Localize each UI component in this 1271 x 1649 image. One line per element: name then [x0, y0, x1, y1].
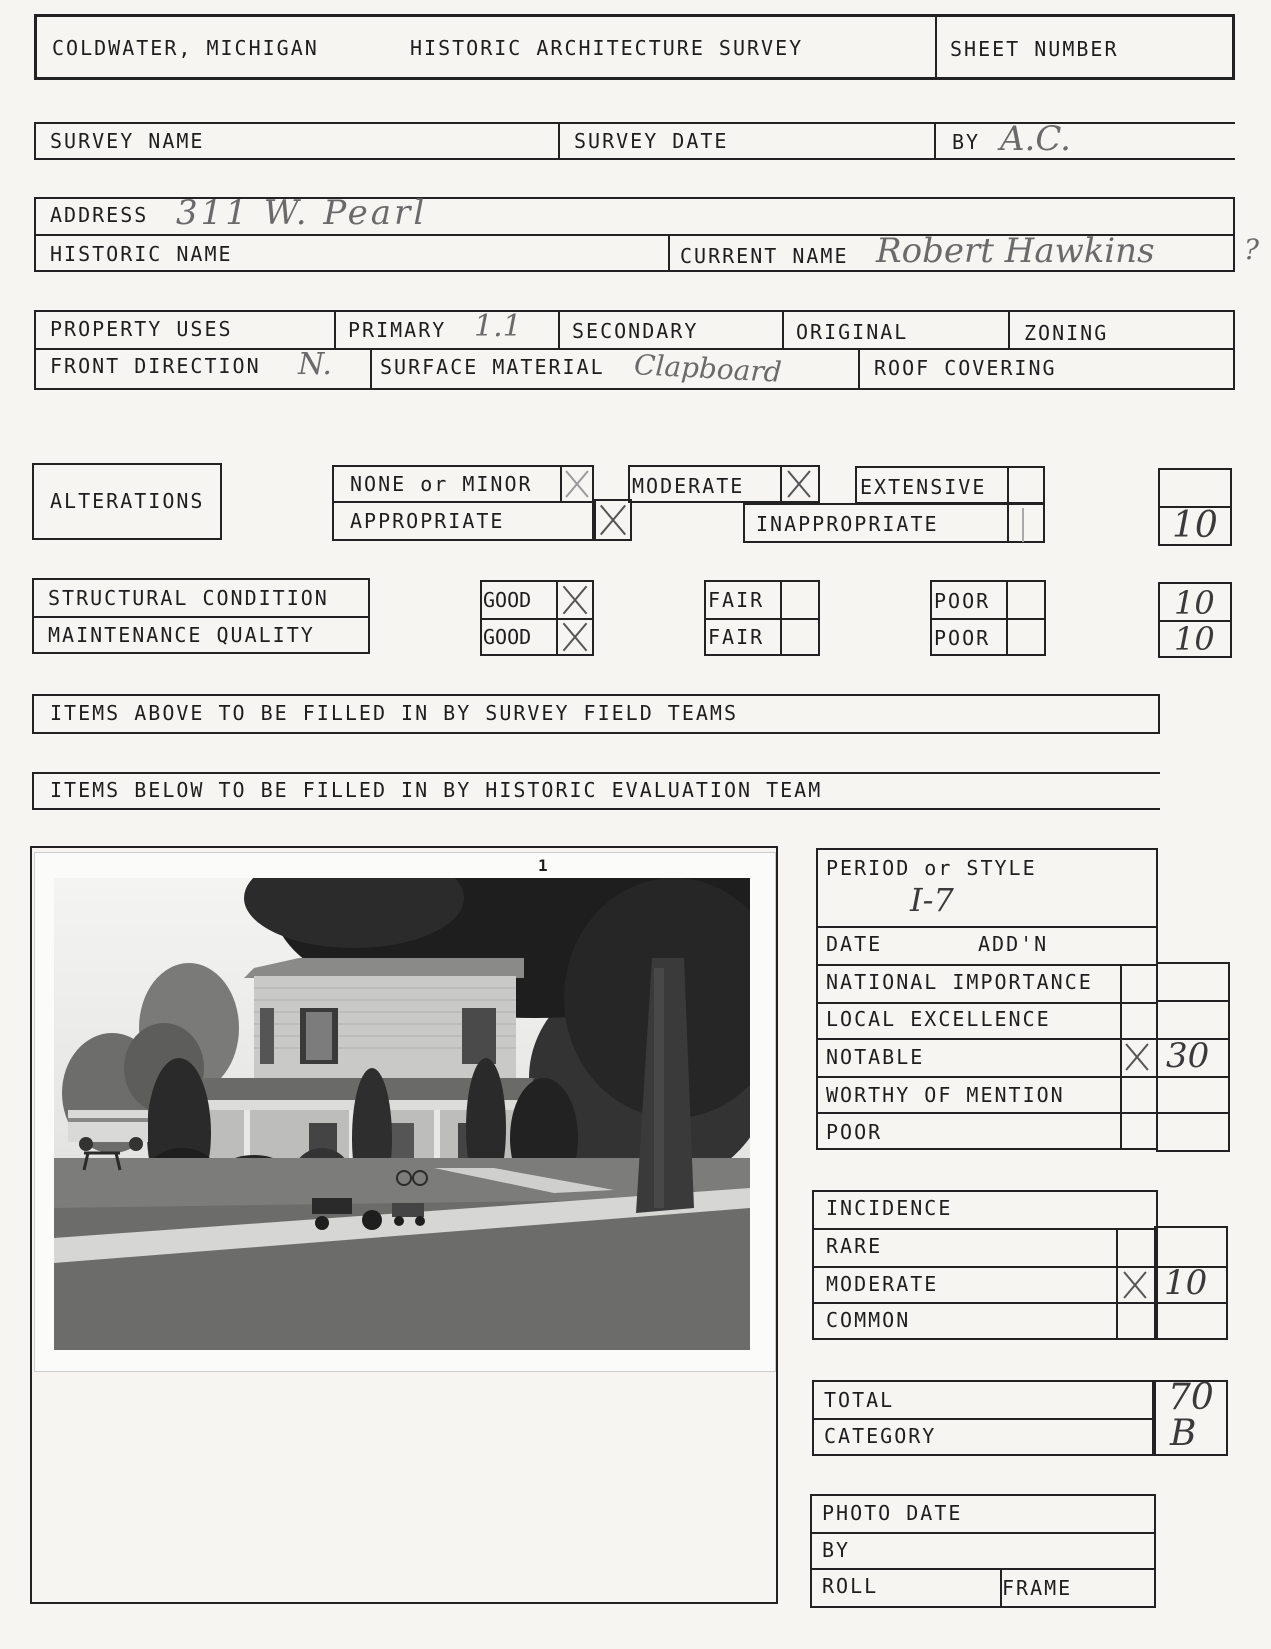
- roof-covering-label: ROOF COVERING: [874, 356, 1057, 380]
- front-direction-label: FRONT DIRECTION: [50, 354, 261, 378]
- surface-material-label: SURFACE MATERIAL: [380, 355, 605, 379]
- period-style-value: I-7: [910, 881, 954, 919]
- worthy-divider: [818, 1076, 1156, 1078]
- appropriate-check-mark: [596, 501, 630, 539]
- incidence-divider: [814, 1228, 1156, 1230]
- poor-eval-divider: [818, 1112, 1156, 1114]
- inappropriate-faint-mark: [1022, 508, 1024, 542]
- maintenance-good-check-mark: [558, 619, 592, 655]
- address-value: 311 W. Pearl: [176, 193, 428, 233]
- by-label: BY: [952, 130, 981, 154]
- appropriate-label: APPROPRIATE: [350, 509, 505, 533]
- margin-question-mark: ?: [1244, 233, 1260, 266]
- none-minor-check-mark: [562, 467, 592, 501]
- survey-title: HISTORIC ARCHITECTURE SURVEY: [410, 36, 804, 60]
- original-label: ORIGINAL: [796, 320, 909, 344]
- incidence-label: INCIDENCE: [826, 1196, 953, 1220]
- period-style-label: PERIOD or STYLE: [826, 856, 1037, 880]
- moderate-incidence-check-mark: [1118, 1268, 1152, 1302]
- surface-material-value: Clapboard: [633, 348, 783, 389]
- fair-divider: [706, 618, 818, 620]
- structural-good-label: GOOD: [483, 588, 532, 612]
- below-note: ITEMS BELOW TO BE FILLED IN BY HISTORIC EVALUATION TEAM: [50, 778, 823, 802]
- photo-by-divider: [812, 1568, 1154, 1570]
- alterations-score: 10: [1172, 505, 1218, 546]
- roll-label: ROLL: [822, 1574, 879, 1598]
- front-direction-value: N.: [298, 347, 332, 382]
- eval-score-divider-3: [1158, 1076, 1228, 1078]
- above-note: ITEMS ABOVE TO BE FILLED IN BY SURVEY FIELD TEAMS: [50, 701, 739, 725]
- photo-date-divider: [812, 1532, 1154, 1534]
- zoning-divider: [1008, 312, 1010, 348]
- city-label: COLDWATER, MICHIGAN: [52, 36, 319, 60]
- notable-label: NOTABLE: [826, 1045, 925, 1069]
- common-label: COMMON: [826, 1308, 911, 1332]
- notable-score: 30: [1166, 1036, 1210, 1076]
- surface-divider: [370, 348, 372, 388]
- moderate-incidence-label: MODERATE: [826, 1272, 939, 1296]
- moderate-label: MODERATE: [632, 474, 745, 498]
- roof-divider: [858, 348, 860, 388]
- condition-label-divider: [34, 616, 368, 618]
- photo-date-label: PHOTO DATE: [822, 1501, 963, 1525]
- poor-evaluation-label: POOR: [826, 1120, 883, 1144]
- notable-check-mark: [1120, 1040, 1154, 1074]
- national-importance-label: NATIONAL IMPORTANCE: [826, 970, 1093, 994]
- current-name-divider: [668, 234, 670, 270]
- extensive-checkbox-divider: [1007, 468, 1009, 502]
- national-divider: [818, 964, 1156, 966]
- category-value: B: [1170, 1413, 1197, 1454]
- moderate-check-mark: [782, 467, 816, 501]
- structural-good-check-mark: [558, 582, 592, 618]
- address-label: ADDRESS: [50, 203, 149, 227]
- rare-label: RARE: [826, 1234, 883, 1258]
- current-name-value: Robert Hawkins: [876, 231, 1155, 271]
- photo-frame-mark: 1: [538, 856, 550, 875]
- maintenance-poor-label: POOR: [934, 626, 991, 650]
- original-divider: [782, 312, 784, 348]
- survey-divider-2: [934, 124, 936, 158]
- survey-name-label: SURVEY NAME: [50, 129, 205, 153]
- poor-checkbox-divider: [1006, 582, 1008, 654]
- house-photo: [54, 878, 750, 1350]
- inappropriate-checkbox-divider: [1007, 505, 1009, 541]
- inappropriate-label: INAPPROPRIATE: [756, 512, 939, 536]
- structural-score: 10: [1174, 584, 1215, 622]
- zoning-label: ZONING: [1024, 321, 1109, 345]
- header-divider: [935, 17, 937, 79]
- maintenance-good-label: GOOD: [483, 625, 532, 649]
- moderate-incidence-score: 10: [1164, 1263, 1208, 1303]
- local-divider: [818, 1002, 1156, 1004]
- survey-date-label: SURVEY DATE: [574, 129, 729, 153]
- eval-score-divider-4: [1158, 1112, 1228, 1114]
- local-excellence-label: LOCAL EXCELLENCE: [826, 1007, 1051, 1031]
- fair-checkbox-divider: [780, 582, 782, 654]
- eval-score-divider-1: [1158, 1000, 1228, 1002]
- maintenance-score: 10: [1174, 620, 1215, 658]
- current-name-label: CURRENT NAME: [680, 244, 849, 268]
- poor-divider: [932, 618, 1044, 620]
- alterations-label: ALTERATIONS: [50, 489, 205, 513]
- frame-label: FRAME: [1002, 1576, 1073, 1600]
- secondary-label: SECONDARY: [572, 319, 699, 343]
- notable-divider: [818, 1038, 1156, 1040]
- none-minor-label: NONE or MINOR: [350, 472, 533, 496]
- primary-label: PRIMARY: [348, 318, 447, 342]
- by-value: A.C.: [1000, 119, 1071, 159]
- primary-divider: [334, 312, 336, 348]
- category-label: CATEGORY: [824, 1424, 937, 1448]
- primary-value: 1.1: [474, 309, 522, 344]
- maintenance-quality-label: MAINTENANCE QUALITY: [48, 623, 315, 647]
- period-divider: [818, 926, 1156, 928]
- date-label: DATE: [826, 932, 883, 956]
- addn-label: ADD'N: [978, 932, 1049, 956]
- total-label: TOTAL: [824, 1388, 895, 1412]
- structural-condition-label: STRUCTURAL CONDITION: [48, 586, 329, 610]
- total-value: 70: [1168, 1377, 1214, 1418]
- structural-poor-label: POOR: [934, 589, 991, 613]
- worthy-of-mention-label: WORTHY OF MENTION: [826, 1083, 1065, 1107]
- sheet-number-label: SHEET NUMBER: [950, 37, 1119, 61]
- totals-divider: [814, 1418, 1154, 1420]
- secondary-divider: [558, 312, 560, 348]
- survey-divider-1: [558, 124, 560, 158]
- structural-fair-label: FAIR: [708, 588, 765, 612]
- historic-name-label: HISTORIC NAME: [50, 242, 233, 266]
- alt-left-divider: [334, 501, 592, 503]
- extensive-label: EXTENSIVE: [860, 475, 987, 499]
- rare-divider: [814, 1266, 1156, 1268]
- photo-by-label: BY: [822, 1538, 851, 1562]
- maintenance-fair-label: FAIR: [708, 625, 765, 649]
- moderate-inc-divider: [814, 1302, 1156, 1304]
- property-uses-label: PROPERTY USES: [50, 317, 233, 341]
